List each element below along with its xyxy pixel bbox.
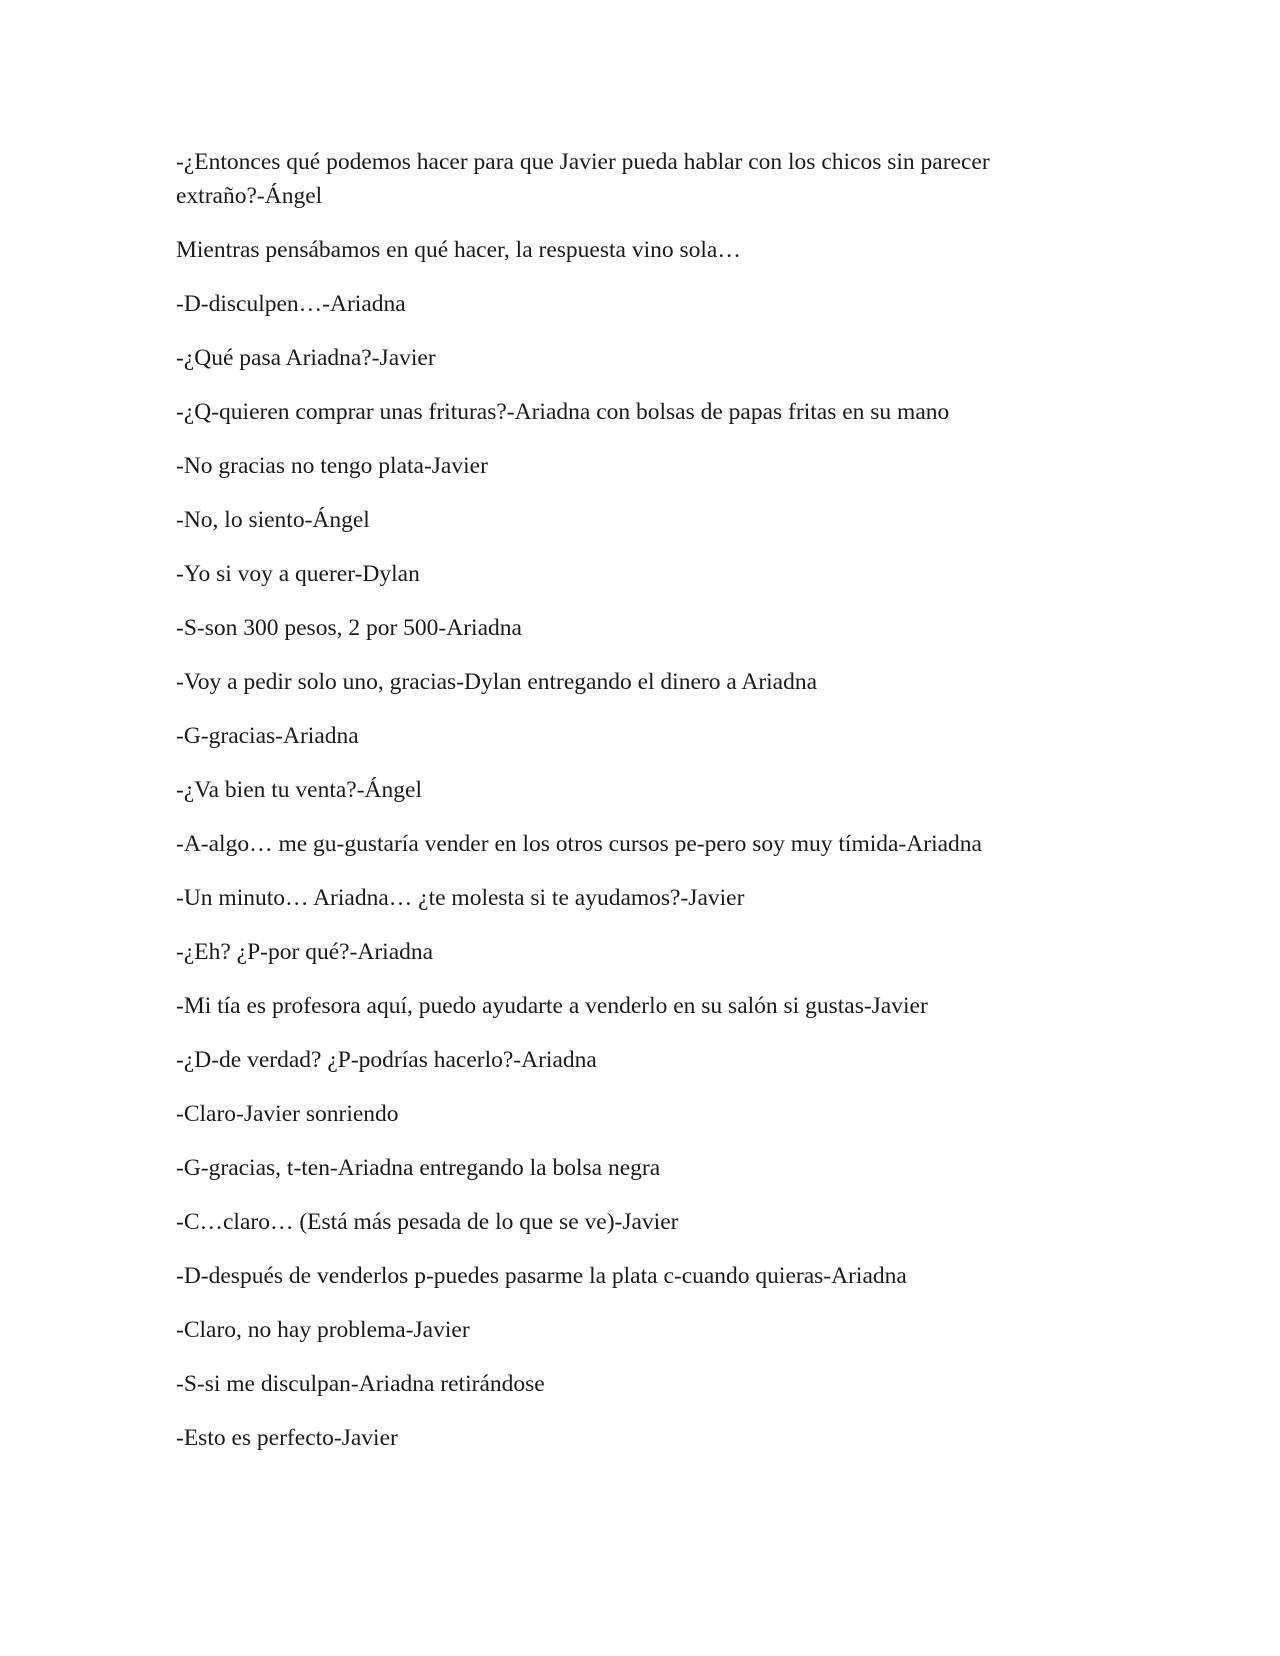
paragraph-16: -Mi tía es profesora aquí, puedo ayudarte a venderlo en su salón si gustas-Javier [176,993,928,1019]
paragraph-17: -¿D-de verdad? ¿P-podrías hacerlo?-Ariadna [176,1047,597,1073]
paragraph-6: -No gracias no tengo plata-Javier [176,453,488,479]
paragraph-1-line-2: extraño?-Ángel [176,183,323,209]
paragraph-2: Mientras pensábamos en qué hacer, la respuesta vino sola… [176,237,741,263]
paragraph-19: -G-gracias, t-ten-Ariadna entregando la bolsa negra [176,1155,661,1181]
paragraph-13: -A-algo… me gu-gustaría vender en los otros cursos pe-pero soy muy tímida-Ariadna [176,831,982,857]
paragraph-22: -Claro, no hay problema-Javier [176,1317,470,1343]
paragraph-10: -Voy a pedir solo uno, gracias-Dylan entregando el dinero a Ariadna [176,669,818,695]
paragraph-14: -Un minuto… Ariadna… ¿te molesta si te ayudamos?-Javier [176,885,745,911]
document-body [176,145,1076,1475]
paragraph-12: -¿Va bien tu venta?-Ángel [176,777,422,803]
paragraph-18: -Claro-Javier sonriendo [176,1101,399,1127]
paragraph-11: -G-gracias-Ariadna [176,723,359,749]
paragraph-24: -Esto es perfecto-Javier [176,1425,398,1451]
paragraph-9: -S-son 300 pesos, 2 por 500-Ariadna [176,615,522,641]
paragraph-20: -C…claro… (Está más pesada de lo que se ve)-Javier [176,1209,679,1235]
paragraph-4: -¿Qué pasa Ariadna?-Javier [176,345,436,371]
paragraph-5: -¿Q-quieren comprar unas frituras?-Ariadna con bolsas de papas fritas en su mano [176,399,950,425]
paragraph-21: -D-después de venderlos p-puedes pasarme la plata c-cuando quieras-Ariadna [176,1263,907,1289]
paragraph-15: -¿Eh? ¿P-por qué?-Ariadna [176,939,434,965]
paragraph-3: -D-disculpen…-Ariadna [176,291,406,317]
paragraph-7: -No, lo siento-Ángel [176,507,370,533]
paragraph-8: -Yo si voy a querer-Dylan [176,561,420,587]
paragraph-23: -S-si me disculpan-Ariadna retirándose [176,1371,545,1397]
paragraph-1-line-1: -¿Entonces qué podemos hacer para que Javier pueda hablar con los chicos sin parecer [176,149,990,175]
paragraph-1 [176,145,1076,213]
